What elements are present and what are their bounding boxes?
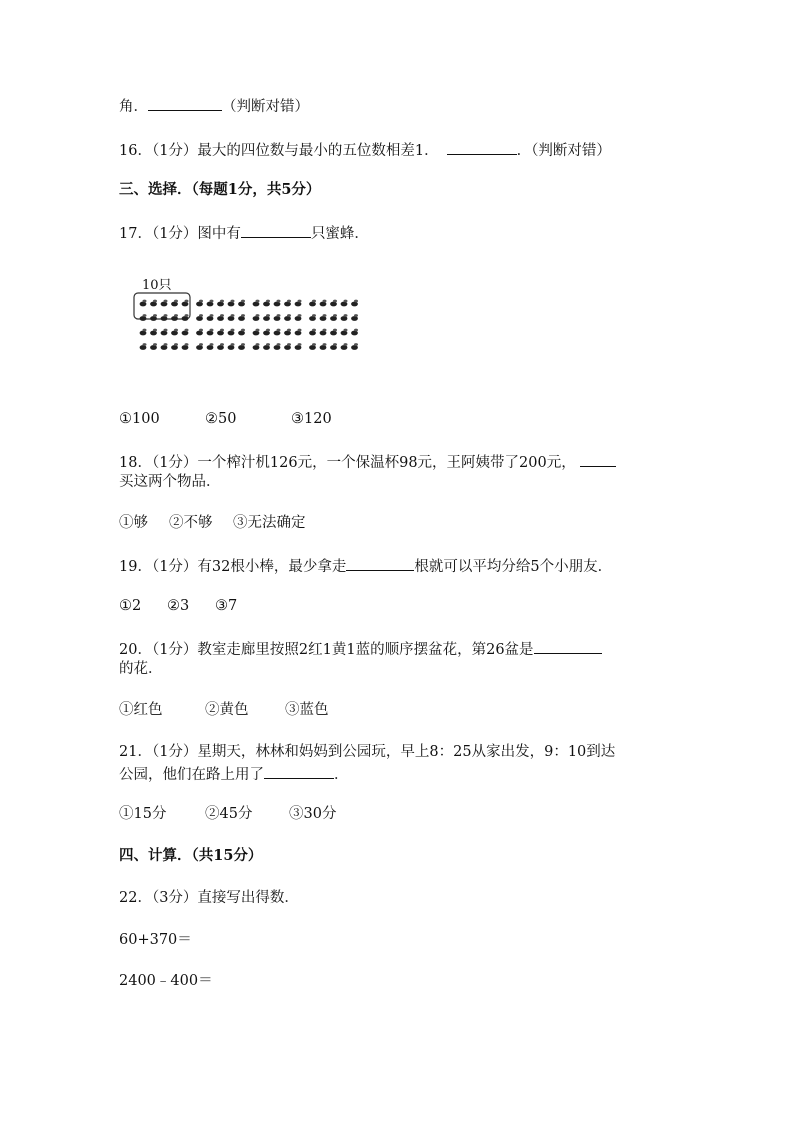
bee-icon xyxy=(309,329,316,336)
q16-text: 16．（1分）最大的四位数与最小的五位数相差1． xyxy=(119,143,439,159)
question-20 xyxy=(119,638,602,660)
bee-icon xyxy=(238,329,245,336)
bee-icon xyxy=(320,314,327,321)
bee-icon xyxy=(228,329,235,336)
bee-icon xyxy=(341,329,348,336)
bee-icon xyxy=(140,329,147,336)
bee-icon xyxy=(253,314,260,321)
calc-item-2: 2400﹣400＝ xyxy=(119,973,213,989)
bee-icon xyxy=(309,343,316,350)
q21-text: 公园，他们在路上用了 xyxy=(119,767,264,783)
question-18-cont: 买这两个物品． xyxy=(119,474,221,490)
answer-blank[interactable] xyxy=(534,638,602,654)
bee-figure xyxy=(128,275,368,380)
bee-icon xyxy=(253,300,260,307)
bee-icon xyxy=(295,343,302,350)
bee-icon xyxy=(161,300,168,307)
bee-icon xyxy=(351,314,358,321)
bee-icon xyxy=(295,329,302,336)
q19-options xyxy=(119,596,237,616)
bee-icon xyxy=(171,343,178,350)
bee-icon xyxy=(320,343,327,350)
bee-icon xyxy=(330,343,337,350)
option-2[interactable]: ②50 xyxy=(205,411,237,427)
q20-options xyxy=(119,700,329,720)
bee-icon xyxy=(182,300,189,307)
option-1[interactable]: ①红色 xyxy=(119,702,163,718)
q19-suffix: 根就可以平均分给5个小朋友． xyxy=(414,559,613,575)
bee-icon xyxy=(196,329,203,336)
bee-icon xyxy=(263,343,270,350)
question-20-cont: 的花． xyxy=(119,661,163,677)
q18-text: 18．（1分）一个榨汁机126元，一个保温杯98元，王阿姨带了200元， xyxy=(119,455,576,471)
bee-icon xyxy=(150,300,157,307)
bee-icon xyxy=(263,300,270,307)
question-21-cont xyxy=(119,763,349,785)
q21-suffix: ． xyxy=(334,767,349,783)
option-3[interactable]: ③120 xyxy=(291,411,332,427)
bee-icon xyxy=(140,343,147,350)
bee-icon xyxy=(207,343,214,350)
q15-tail xyxy=(119,95,309,117)
bee-icon xyxy=(196,314,203,321)
bee-icon xyxy=(161,329,168,336)
bee-icon xyxy=(274,329,281,336)
bee-icon xyxy=(341,300,348,307)
bee-icon xyxy=(207,329,214,336)
bee-icon xyxy=(196,343,203,350)
q17-suffix: 只蜜蜂． xyxy=(310,226,369,242)
bee-icon xyxy=(263,314,270,321)
bee-icon xyxy=(182,314,189,321)
bee-icon xyxy=(161,343,168,350)
q17-text: 17．（1分）图中有 xyxy=(119,226,241,242)
bee-icon xyxy=(228,300,235,307)
bee-icon xyxy=(150,329,157,336)
bee-icon xyxy=(171,329,178,336)
bee-icon xyxy=(309,314,316,321)
answer-blank[interactable] xyxy=(264,763,334,779)
bee-icon xyxy=(330,329,337,336)
calc-item-1: 60+370＝ xyxy=(119,932,192,948)
section-3-heading: 三、选择．（每题1分，共5分） xyxy=(119,181,321,198)
option-1[interactable]: ①15分 xyxy=(119,806,167,822)
option-2[interactable]: ②不够 xyxy=(169,515,213,531)
q15-text: 角． xyxy=(119,99,148,115)
bee-icon xyxy=(351,300,358,307)
answer-blank[interactable] xyxy=(346,555,414,571)
q15-suffix: （判断对错） xyxy=(222,99,309,115)
question-16 xyxy=(119,139,611,161)
option-3[interactable]: ③无法确定 xyxy=(233,515,306,531)
bee-icon xyxy=(182,329,189,336)
bee-icon xyxy=(274,343,281,350)
bee-icon xyxy=(207,314,214,321)
bee-icon xyxy=(150,314,157,321)
question-18 xyxy=(119,451,616,473)
bee-icon xyxy=(207,300,214,307)
q17-options xyxy=(119,409,332,429)
bee-icon xyxy=(217,300,224,307)
answer-blank[interactable] xyxy=(241,222,311,238)
question-22: 22．（3分）直接写出得数． xyxy=(119,890,299,906)
question-19 xyxy=(119,555,612,577)
bee-icon xyxy=(238,343,245,350)
bee-icon xyxy=(238,300,245,307)
bee-icon xyxy=(253,343,260,350)
question-17 xyxy=(119,222,369,244)
bee-icon xyxy=(171,300,178,307)
answer-blank[interactable] xyxy=(148,95,222,111)
bee-icon xyxy=(161,314,168,321)
q21-options xyxy=(119,804,336,824)
bee-icon xyxy=(330,300,337,307)
bee-icon xyxy=(228,314,235,321)
bee-icon xyxy=(263,329,270,336)
bee-icon xyxy=(341,314,348,321)
answer-blank[interactable] xyxy=(580,451,616,467)
bee-icon xyxy=(253,329,260,336)
bee-icon xyxy=(320,300,327,307)
option-1[interactable]: ①2 xyxy=(119,598,142,614)
option-1[interactable]: ①够 xyxy=(119,515,148,531)
bee-icon xyxy=(351,343,358,350)
bee-icon xyxy=(217,343,224,350)
bee-icon xyxy=(284,300,291,307)
bee-icon xyxy=(182,343,189,350)
bee-icon xyxy=(309,300,316,307)
q19-text: 19．（1分）有32根小棒，最少拿走 xyxy=(119,559,347,575)
bee-icon xyxy=(284,314,291,321)
section-4-heading: 四、计算．（共15分） xyxy=(119,847,263,864)
bee-icon xyxy=(140,300,147,307)
option-3[interactable]: ③蓝色 xyxy=(285,702,329,718)
q16-suffix: ．（判断对错） xyxy=(516,143,611,159)
bee-icon xyxy=(284,329,291,336)
bee-icon xyxy=(351,329,358,336)
option-3[interactable]: ③7 xyxy=(215,598,238,614)
bee-icon xyxy=(274,314,281,321)
answer-blank[interactable] xyxy=(447,139,517,155)
option-3[interactable]: ③30分 xyxy=(289,806,337,822)
bee-icon xyxy=(320,329,327,336)
question-21: 21．（1分）星期天，林林和妈妈到公园玩，早上8：25从家出发，9：10到达 xyxy=(119,744,616,760)
option-2[interactable]: ②45分 xyxy=(205,806,253,822)
q18-options xyxy=(119,513,306,533)
bee-icon xyxy=(284,343,291,350)
bee-grid xyxy=(140,300,358,350)
bee-icon xyxy=(196,300,203,307)
option-1[interactable]: ①100 xyxy=(119,411,160,427)
q20-text: 20．（1分）教室走廊里按照2红1黄1蓝的顺序摆盆花，第26盆是 xyxy=(119,642,534,658)
bee-icon xyxy=(295,314,302,321)
bee-icon xyxy=(140,314,147,321)
option-2[interactable]: ②3 xyxy=(167,598,190,614)
bee-icon xyxy=(217,314,224,321)
bee-icon xyxy=(238,314,245,321)
bee-icon xyxy=(217,329,224,336)
bee-icon xyxy=(295,300,302,307)
figure-label: 10只 xyxy=(142,278,172,293)
bee-icon xyxy=(274,300,281,307)
bee-icon xyxy=(341,343,348,350)
bee-icon xyxy=(228,343,235,350)
bee-icon xyxy=(150,343,157,350)
bee-icon xyxy=(330,314,337,321)
option-2[interactable]: ②黄色 xyxy=(205,702,249,718)
bee-icon xyxy=(171,314,178,321)
